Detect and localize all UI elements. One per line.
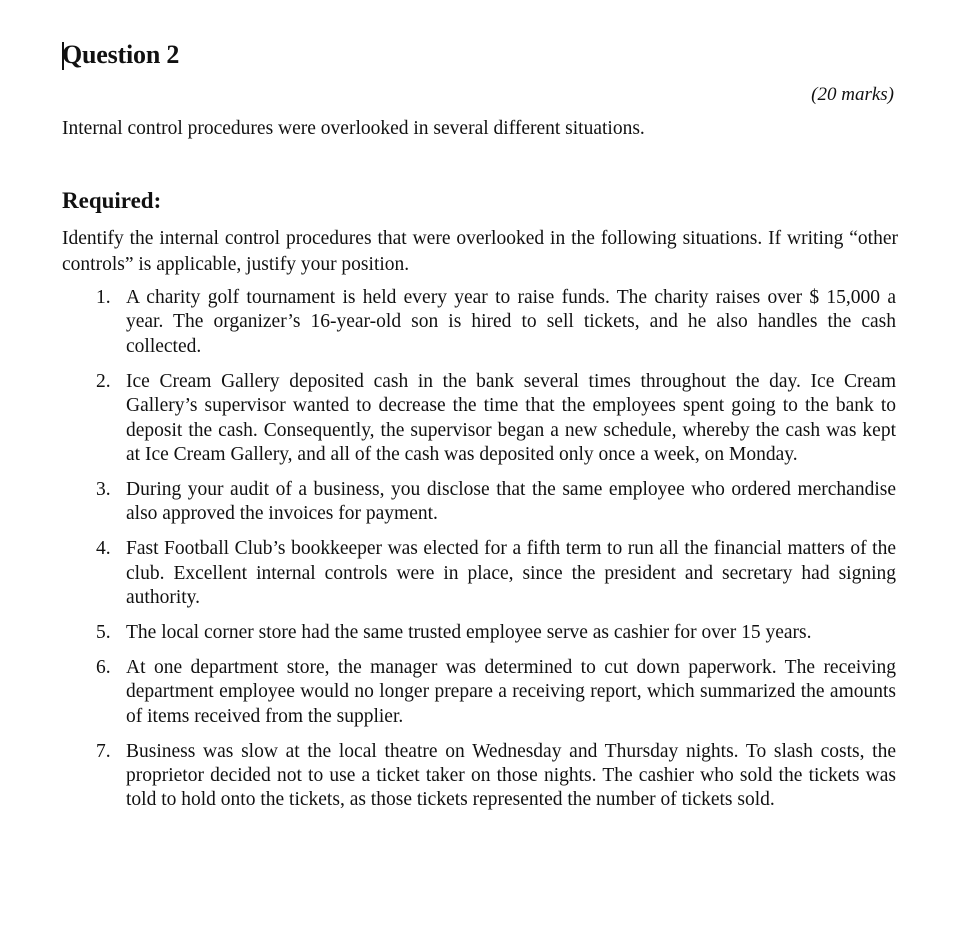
- situation-number: 6.: [96, 656, 111, 678]
- situation-text: Ice Cream Gallery deposited cash in the bank several times throughout the day. Ice Cream Gallery’s supervisor wanted to decrease the time that the employees spent going to the bank to deposit the cash. Consequently, the supervisor began a new schedule, whereby the cash was kept at Ice Cream Gallery, and all of the cash was deposited only once a week, on Monday.: [126, 370, 896, 465]
- required-heading: Required:: [62, 188, 162, 213]
- situation-item-6: [96, 656, 896, 729]
- instructions-paragraph: Identify the internal control procedures that were overlooked in the following situations. If writing “other controls” is applicable, justify your position.: [62, 228, 898, 275]
- situation-item-1: [96, 286, 896, 359]
- situation-number: 1.: [96, 287, 111, 308]
- situation-text: Fast Football Club’s bookkeeper was elected for a fifth term to run all the financial matters of the club. Excellent internal controls were in place, since the president and secretary had signing authority.: [126, 538, 896, 608]
- situation-text: A charity golf tournament is held every year to raise funds. The charity raises over $ 15,000 a year. The organizer’s 16-year-old son is hired to sell tickets, and he also handles the cash collected.: [126, 287, 896, 357]
- situations-list: [96, 286, 896, 823]
- situation-item-4: [96, 537, 896, 610]
- situation-text: The local corner store had the same trusted employee serve as cashier for over 15 years.: [126, 621, 812, 643]
- situation-text: Business was slow at the local theatre on Wednesday and Thursday nights. To slash costs, the proprietor decided not to use a ticket taker on those nights. The cashier who sold the tickets was told to hold onto the tickets, as those tickets represented the number of tickets sold.: [126, 740, 896, 811]
- question-title: Question 2: [62, 40, 180, 69]
- marks-label: (20 marks): [811, 84, 894, 105]
- situation-item-2: [96, 370, 896, 468]
- situation-number: 2.: [96, 370, 111, 392]
- situation-item-3: [96, 478, 896, 527]
- situation-text: During your audit of a business, you disclose that the same employee who ordered merchandise also approved the invoices for payment.: [126, 478, 896, 525]
- situation-number: 7.: [96, 740, 111, 762]
- situation-number: 4.: [96, 538, 111, 560]
- situation-number: 5.: [96, 621, 111, 643]
- situation-number: 3.: [96, 478, 111, 500]
- situation-item-5: [96, 621, 896, 645]
- intro-paragraph: Internal control procedures were overlooked in several different situations.: [62, 118, 645, 139]
- situation-item-7: [96, 740, 896, 813]
- situation-text: At one department store, the manager was determined to cut down paperwork. The receiving department employee would no longer prepare a receiving report, which summarized the amounts of items received from the supplier.: [126, 656, 896, 727]
